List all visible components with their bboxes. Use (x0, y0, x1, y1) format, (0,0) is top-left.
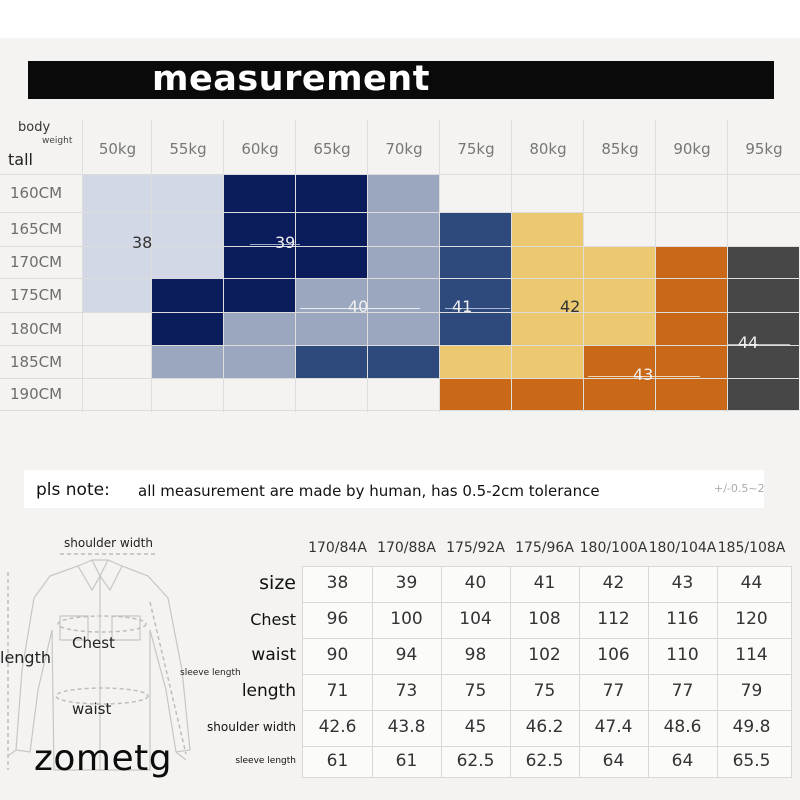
height-label: 175CM (10, 286, 63, 304)
weight-header: 95kg (745, 140, 783, 158)
table-cell: 79 (740, 681, 763, 701)
grid-col-line (223, 120, 224, 412)
size-cell (512, 213, 583, 246)
table-cell: 73 (395, 681, 418, 701)
size-cell (152, 175, 223, 212)
table-cell: 112 (597, 609, 630, 629)
table-cell: 43.8 (387, 717, 426, 737)
table-row-label: sleeve length (235, 756, 296, 767)
table-cell: 42 (602, 573, 625, 593)
size-cell (152, 247, 223, 278)
grid-col-line (583, 120, 584, 412)
size-label: 43 (633, 365, 654, 384)
grid-col-line (439, 120, 440, 412)
weight-header: 55kg (169, 140, 207, 158)
table-cell: 49.8 (732, 717, 771, 737)
table-column-header: 175/96A (515, 540, 574, 556)
table-row-label: waist (251, 644, 296, 665)
size-label: 41 (452, 297, 473, 316)
height-label: 190CM (10, 385, 63, 403)
size-cell (368, 175, 439, 212)
table-row-line (302, 710, 792, 711)
table-cell: 114 (735, 645, 768, 665)
waist-label: waist (72, 700, 112, 718)
table-cell: 61 (326, 751, 349, 771)
table-col-line (648, 566, 649, 778)
size-cell (728, 247, 799, 278)
size-cell (584, 313, 655, 345)
table-cell: 62.5 (525, 751, 564, 771)
grid-row-line (0, 174, 800, 175)
size-cell (296, 346, 367, 378)
table-column-header: 175/92A (446, 540, 505, 556)
table-cell: 46.2 (525, 717, 564, 737)
size-cell (296, 213, 367, 246)
size-cell (584, 279, 655, 312)
note-prefix: pls note: (36, 480, 110, 500)
table-row-label: Chest (250, 609, 296, 629)
table-cell: 77 (602, 681, 625, 701)
grid-row-line (0, 378, 800, 379)
grid-row-line (0, 212, 800, 213)
grid-col-line (367, 120, 368, 412)
table-cell: 116 (666, 609, 699, 629)
table-col-line (717, 566, 718, 778)
grid-col-line (655, 120, 656, 412)
note-text: all measurement are made by human, has 0.5-2cm tolerance (138, 482, 600, 500)
size-cell (152, 346, 223, 378)
note-box (24, 470, 764, 508)
table-cell: 94 (395, 645, 418, 665)
table-cell: 48.6 (663, 717, 702, 737)
table-col-line (510, 566, 511, 778)
table-cell: 102 (528, 645, 561, 665)
grid-row-line (0, 278, 800, 279)
weight-header: 70kg (385, 140, 423, 158)
table-row-line (302, 638, 792, 639)
table-cell: 75 (464, 681, 487, 701)
table-row-label: length (241, 680, 296, 701)
table-col-line (441, 566, 442, 778)
page-title: measurement (152, 59, 430, 99)
top-margin (0, 0, 800, 38)
table-col-line (579, 566, 580, 778)
table-cell: 45 (464, 717, 487, 737)
size-cell (152, 279, 223, 312)
table-cell: 110 (666, 645, 699, 665)
height-label: 170CM (10, 253, 63, 271)
height-label: 165CM (10, 220, 63, 238)
size-cell (368, 247, 439, 278)
size-cell (83, 279, 151, 312)
table-cell: 38 (326, 573, 349, 593)
size-cell (440, 379, 511, 410)
height-label: 180CM (10, 319, 63, 338)
size-cell (152, 313, 223, 345)
size-cell (656, 313, 727, 345)
size-cell (728, 279, 799, 312)
table-cell: 44 (740, 573, 763, 593)
brand-name: zometg (34, 738, 173, 779)
size-label: 40 (348, 297, 369, 316)
size-cell (83, 175, 151, 212)
table-col-line (372, 566, 373, 778)
size-cell (656, 346, 727, 378)
sleeve-length-label: sleeve length (180, 668, 241, 678)
table-cell: 39 (395, 573, 418, 593)
size-cell (368, 346, 439, 378)
table-column-header: 185/108A (717, 540, 786, 556)
size-cell (296, 247, 367, 278)
grid-col-line (511, 120, 512, 412)
table-cell: 41 (533, 573, 556, 593)
weight-header: 65kg (313, 140, 351, 158)
size-label: 39 (275, 233, 296, 252)
size-cell (656, 279, 727, 312)
title-bar (28, 61, 774, 99)
size-cell (584, 247, 655, 278)
size-cell (512, 379, 583, 410)
table-cell: 65.5 (732, 751, 771, 771)
table-row-label: size (259, 571, 296, 594)
shoulder-width-label: shoulder width (64, 536, 153, 550)
size-cell (224, 313, 295, 345)
weight-label: weight (42, 136, 73, 146)
weight-header: 85kg (601, 140, 639, 158)
table-cell: 100 (390, 609, 423, 629)
table-column-header: 170/88A (377, 540, 436, 556)
table-cell: 47.4 (594, 717, 633, 737)
size-cell (656, 379, 727, 410)
table-cell: 43 (671, 573, 694, 593)
grid-row-line (0, 410, 800, 411)
size-cell (296, 175, 367, 212)
weight-header: 50kg (98, 140, 137, 158)
table-cell: 104 (459, 609, 492, 629)
weight-header: 80kg (529, 140, 567, 158)
table-row-line (302, 674, 792, 675)
grid-col-line (727, 120, 728, 412)
table-cell: 120 (735, 609, 768, 629)
size-cell (440, 346, 511, 378)
tall-label: tall (8, 150, 33, 169)
table-column-header: 180/104A (648, 540, 717, 556)
weight-header: 60kg (241, 140, 279, 158)
table-cell: 61 (395, 751, 418, 771)
weight-header: 75kg (457, 140, 495, 158)
table-cell: 75 (533, 681, 556, 701)
table-cell: 96 (326, 609, 349, 629)
length-label: length (0, 648, 51, 667)
table-column-header: 180/100A (579, 540, 648, 556)
table-cell: 64 (602, 751, 625, 771)
size-cell (512, 346, 583, 378)
table-cell: 108 (528, 609, 561, 629)
size-cell (368, 313, 439, 345)
table-column-header: 170/84A (308, 540, 367, 556)
grid-col-line (295, 120, 296, 412)
size-cell (152, 213, 223, 246)
table-cell: 62.5 (456, 751, 495, 771)
table-cell: 77 (671, 681, 694, 701)
size-label: 42 (560, 297, 581, 316)
size-label: 44 (738, 333, 759, 352)
size-grid (0, 120, 800, 415)
table-row-label: shoulder width (207, 720, 296, 735)
size-cell (512, 247, 583, 278)
size-cell (224, 175, 295, 212)
size-cell (728, 379, 799, 410)
height-label: 160CM (10, 184, 63, 202)
size-cell (512, 313, 583, 345)
size-cell (224, 279, 295, 312)
table-cell: 71 (326, 681, 349, 701)
size-cell (368, 213, 439, 246)
size-cell (440, 213, 511, 246)
size-label: 38 (132, 233, 153, 252)
grid-row-line (0, 345, 800, 346)
size-cell (296, 313, 367, 345)
table-cell: 42.6 (318, 717, 357, 737)
size-cell (224, 346, 295, 378)
table-cell: 64 (671, 751, 694, 771)
body-label: body (18, 120, 51, 135)
size-cell (656, 247, 727, 278)
table-cell: 90 (326, 645, 349, 665)
height-label: 185CM (10, 352, 63, 371)
chest-label: Chest (72, 634, 115, 652)
size-cell (440, 247, 511, 278)
table-row-line (302, 746, 792, 747)
grid-col-line (151, 120, 152, 412)
grid-row-line (0, 312, 800, 313)
tolerance-note: +/-0.5~2 (714, 482, 765, 495)
table-cell: 98 (464, 645, 487, 665)
table-row-line (302, 602, 792, 603)
table-cell: 40 (464, 573, 487, 593)
weight-header: 90kg (673, 140, 711, 158)
size-cell (440, 313, 511, 345)
table-cell: 106 (597, 645, 630, 665)
grid-col-line (82, 120, 83, 412)
grid-row-line (0, 246, 800, 247)
